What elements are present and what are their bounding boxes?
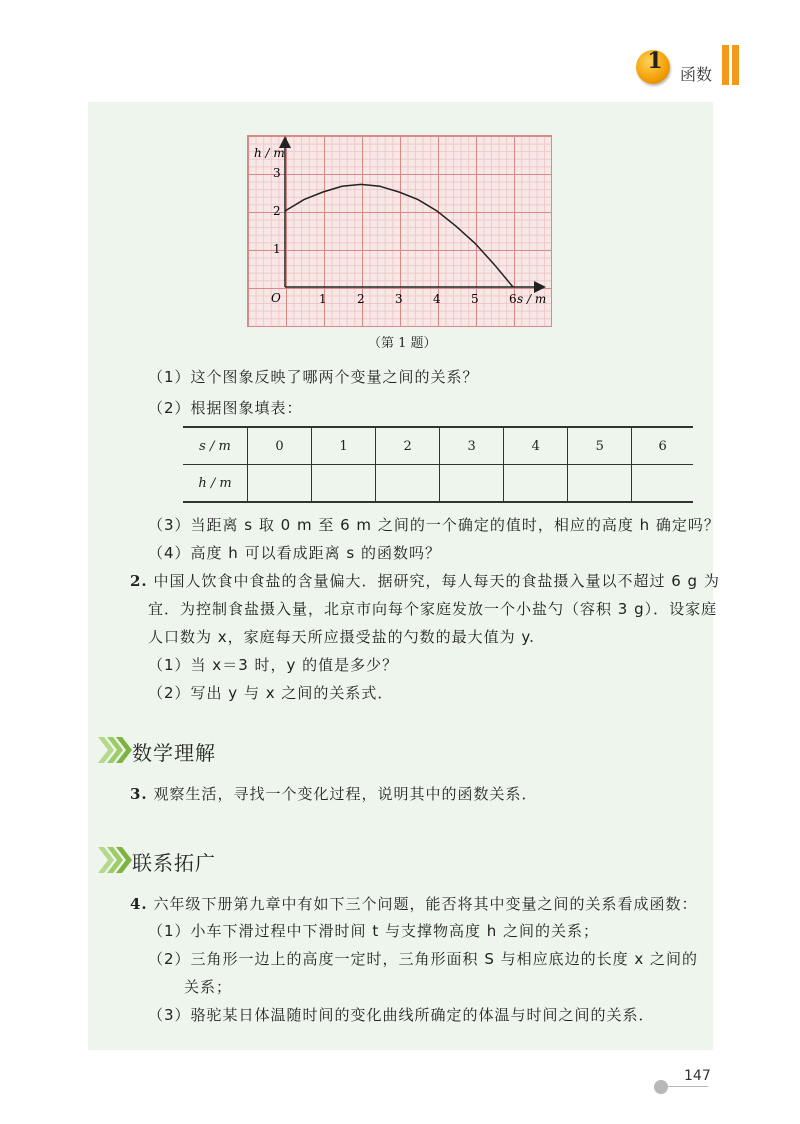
origin-label: O	[271, 291, 281, 305]
table-cell: 4	[504, 427, 568, 465]
section-title: 数学理解	[132, 741, 216, 765]
chapter-title: 函数	[680, 65, 713, 84]
table-cell: 0	[248, 427, 312, 465]
header-accent-bar	[722, 45, 729, 85]
q3-line	[130, 783, 537, 804]
section-arrows-icon	[98, 735, 132, 765]
table-row	[183, 427, 693, 465]
table-cell: 2	[376, 427, 440, 465]
x-axis-label: s / m	[517, 292, 547, 306]
q2-sub2: （2）写出 y 与 x 之间的关系式．	[148, 684, 394, 702]
x-tick-label: 3	[395, 292, 403, 306]
table-row-header: h / m	[183, 465, 248, 503]
y-tick-label: 2	[273, 204, 281, 218]
page-marker-dot	[654, 1080, 668, 1094]
q2-text: 中国人饮食中食盐的含量偏大．据研究，每人每天的食盐摄入量以不超过 6 g 为	[153, 572, 720, 590]
table-cell-empty	[312, 465, 376, 503]
table-cell: 5	[568, 427, 632, 465]
question-number: 4.	[130, 895, 148, 913]
q2-sub1: （1）当 x＝3 时，y 的值是多少？	[148, 656, 399, 674]
x-tick-label: 1	[319, 292, 327, 306]
page-number: 147	[684, 1068, 711, 1084]
x-tick-label: 4	[433, 292, 441, 306]
q4-sub1: （1）小车下滑过程中下滑时间 t 与支撑物高度 h 之间的关系；	[148, 922, 600, 940]
q4-sub2a: （2）三角形一边上的高度一定时，三角形面积 S 与相应底边的长度 x 之间的	[148, 950, 699, 968]
table-cell: 3	[440, 427, 504, 465]
y-tick-label: 3	[273, 166, 281, 180]
fill-in-table	[183, 426, 693, 503]
table-cell-empty	[376, 465, 440, 503]
x-tick-label: 6	[509, 292, 517, 306]
question-number: 2.	[130, 572, 148, 590]
table-cell-empty	[440, 465, 504, 503]
table-cell-empty	[568, 465, 632, 503]
q1-sub1: （1）这个图象反映了哪两个变量之间的关系？	[148, 368, 479, 386]
header-accent-bar	[732, 45, 739, 85]
y-axis-label: h / m	[254, 146, 285, 160]
question-number: 3.	[130, 785, 148, 803]
table-cell: 6	[632, 427, 693, 465]
q4-line	[130, 893, 697, 914]
section-title: 联系拓广	[132, 851, 216, 875]
q1-sub4: （4）高度 h 可以看成距离 s 的函数吗？	[148, 544, 441, 562]
table-row	[183, 465, 693, 503]
q3-text: 观察生活，寻找一个变化过程，说明其中的函数关系．	[153, 785, 538, 803]
q4-sub3: （3）骆驼某日体温随时间的变化曲线所确定的体温与时间之间的关系．	[148, 1006, 655, 1024]
q2-line2: 宜．为控制食盐摄入量，北京市向每个家庭发放一个小盐勺（容积 3 g）．设家庭	[148, 600, 718, 618]
table-row-header: s / m	[183, 427, 248, 465]
series-line	[285, 184, 513, 287]
figure-caption: （第 1 题）	[368, 336, 437, 351]
table-cell: 1	[312, 427, 376, 465]
table-cell-empty	[504, 465, 568, 503]
y-tick-label: 1	[273, 242, 281, 256]
table-cell-empty	[632, 465, 693, 503]
q1-sub3: （3）当距离 s 取 0 m 至 6 m 之间的一个确定的值时，相应的高度 h 确定吗？	[148, 516, 720, 534]
chapter-number: 1	[647, 48, 663, 74]
page-marker-line	[668, 1086, 708, 1087]
table-cell-empty	[248, 465, 312, 503]
function-graph	[247, 135, 552, 327]
x-tick-label: 5	[471, 292, 479, 306]
x-tick-label: 2	[357, 292, 365, 306]
q4-sub2b: 关系；	[184, 978, 233, 996]
q4-text: 六年级下册第九章中有如下三个问题，能否将其中变量之间的关系看成函数：	[153, 895, 698, 913]
q2-line3: 人口数为 x，家庭每天所应摄受盐的勺数的最大值为 y.	[148, 628, 535, 646]
q2-line1	[130, 570, 720, 591]
q1-sub2: （2）根据图象填表：	[148, 399, 303, 417]
section-arrows-icon	[98, 845, 132, 875]
